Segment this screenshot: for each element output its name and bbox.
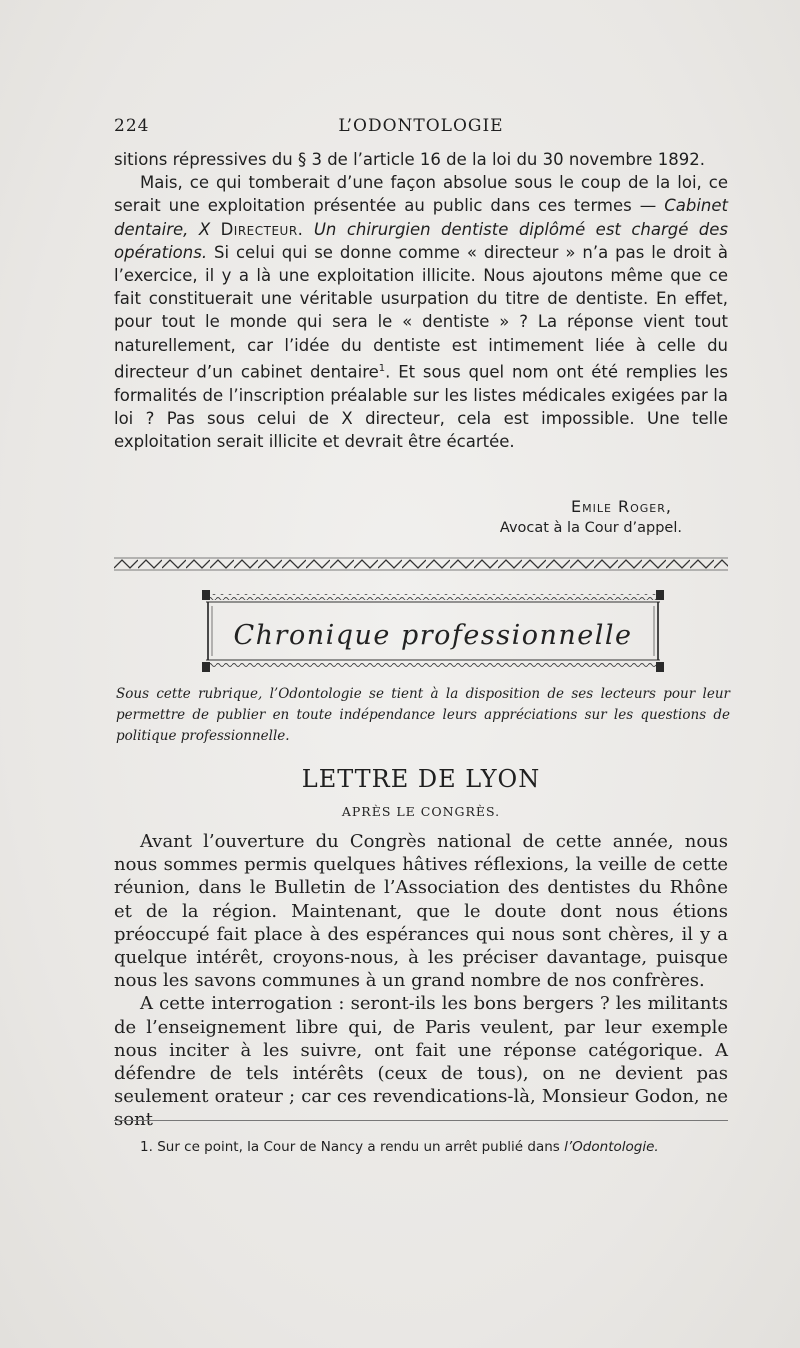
signature-role: Avocat à la Cour d’appel. <box>499 520 682 536</box>
signature-name: Emile Roger, <box>571 497 672 516</box>
letter-body <box>114 830 728 1132</box>
section-title: Chronique professionnelle <box>233 620 633 651</box>
signature-block <box>114 497 728 536</box>
footnote-ref: 1 <box>378 362 386 374</box>
footnote <box>114 1136 728 1158</box>
italic-run: Cabinet dentaire, X <box>114 196 728 239</box>
article-subtitle: APRÈS LE CONGRÈS. <box>341 804 501 819</box>
text-run: Mais, ce qui tomberait d’une façon absolue sous le coup de la loi, ce serait une exploitation présentée au public dans ces termes — <box>114 173 728 216</box>
text-run: Si celui qui se donne comme « directeur » n’a pas le droit à l’exercice, il y a là une exploitation illicite. Nous ajoutons même que ce fait constituerait une véritable usurpation du titre de dentiste. En effet, pour tout le monde qui sera le « dentiste » ? La réponse vient tout naturellement, car l’idée du dentiste est intimement liée à celle du directeur d’un cabinet dentaire <box>114 242 729 382</box>
footnote-number: 1. <box>140 1139 153 1155</box>
running-title: L’ODONTOLOGIE <box>338 116 504 136</box>
article-body <box>114 148 728 453</box>
footnote-italic: l’Odontologie. <box>564 1139 659 1155</box>
paragraph <box>114 171 728 453</box>
section-intro: Sous cette rubrique, l’Odontologie se tient à la disposition de ses lecteurs pour leur permettre de publier en toute indépendance leurs appréciations sur les questions de politique professionnelle. <box>116 686 730 744</box>
italic-run: Un chirurgien dentiste diplômé est chargé des opérations. <box>114 219 729 262</box>
article-title: LETTRE DE LYON <box>301 765 541 793</box>
paragraph: sitions répressives du § 3 de l’article 16 de la loi du 30 novembre 1892. <box>114 150 705 169</box>
footnote-rule <box>114 1120 728 1121</box>
paragraph: Avant l’ouverture du Congrès national de cette année, nous nous sommes permis quelques hâtives réflexions, la veille de cette réunion, dans le Bulletin de l’Association des dentistes du Rhône et de la région. Maintenant, que le doute dont nous étions préoccupé fait place à des espérances qui nous sont chères, il y a quelque intérêt, croyons-nous, à les préciser davantage, puisque nous les savons communes à un grand nombre de nos confrères. <box>114 831 728 992</box>
running-header <box>114 116 728 142</box>
footnote-text: Sur ce point, la Cour de Nancy a rendu un arrêt publié dans <box>157 1139 560 1155</box>
page-number: 224 <box>114 116 150 136</box>
section-banner <box>200 590 666 672</box>
text-run: . Et sous quel nom ont été remplies les formalités de l’inscription préalable sur les listes médicales exigées par la loi ? Pas sous celui de X directeur, cela est impossible. Une telle exploitation serait illicite et devrait être écartée. <box>114 362 728 451</box>
paragraph: A cette interrogation : seront-ils les bons bergers ? les militants de l’enseignement libre qui, de Paris veulent, par leur exemple nous inciter à les suivre, ont fait une réponse catégorique. A défendre de tels intérêts (ceux de tous), on ne devient pas seulement orateur ; car ces revendications-là, Monsieur Godon, ne sont <box>114 993 728 1131</box>
ornamental-divider <box>114 557 728 571</box>
small-caps-run: Directeur. <box>220 219 304 239</box>
